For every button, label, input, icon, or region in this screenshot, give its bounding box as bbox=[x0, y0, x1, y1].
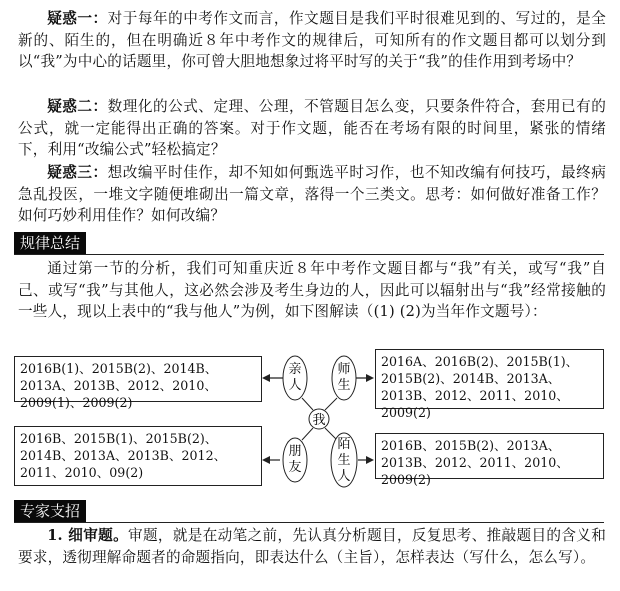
section-title-rules: 规律总结 bbox=[14, 232, 86, 254]
expert-tip-1-text: 审题，就是在动笔之前，先认真分析题目，反复思考、推敲题目的含义和要求，透彻理解命题者的命题指向，即表达什么（主旨），怎样表达（写什么，怎么写）。 bbox=[18, 527, 607, 566]
node-stranger-label: 陌生人 bbox=[337, 437, 351, 484]
expert-tip-1 bbox=[18, 525, 606, 568]
box-friend-years: 2016B、2015B(1)、2015B(2)、2014B、2013A、2013B、2012、2011、2010、09(2) bbox=[14, 426, 262, 486]
box-stranger-years: 2016B、2015B(2)、2013A、2013B、2012、2011、2010、2009(2) bbox=[375, 433, 604, 479]
box-family-years: 2016B(1)、2015B(2)、2014B、2013A、2013B、2012、2010、2009(1)、2009(2) bbox=[14, 356, 262, 402]
doubt-1-label: 疑惑一： bbox=[47, 10, 108, 27]
section-expert-line bbox=[14, 522, 604, 523]
doubt-2-text: 数理化的公式、定理、公理，不管题目怎么变，只要条件符合，套用已有的公式，就一定能得出正确的答案。对于作文题，能否在考场有限的时间里，紧张的情绪下，利用“改编公式”轻松搞定？ bbox=[18, 98, 606, 158]
node-family-label: 亲人 bbox=[288, 362, 302, 393]
section-title-expert: 专家支招 bbox=[14, 500, 86, 522]
box-teacher-years: 2016A、2016B(2)、2015B(1)、2015B(2)、2014B、2013A、2013B、2012、2011、2010、2009(2) bbox=[375, 349, 604, 409]
doubt-3-text: 想改编平时佳作，却不知如何甄选平时习作，也不知改编有何技巧，最终病急乱投医，一堆文字随便堆砌出一篇文章，落得一个三类文。思考：如何做好准备工作？如何巧妙利用佳作？如何改编？ bbox=[18, 164, 606, 224]
expert-tip-1-label: 1. 细审题。 bbox=[47, 527, 129, 544]
doubt-2-label: 疑惑二： bbox=[47, 98, 108, 115]
doubt-3-label: 疑惑三： bbox=[47, 164, 108, 181]
node-friend-label: 朋友 bbox=[288, 444, 302, 475]
node-center-label: 我 bbox=[312, 413, 326, 428]
section1-paragraph: 通过第一节的分析，我们可知重庆近８年中考作文题目都与“我”有关，或写“我”自己、或写“我”与其他人，这必然会涉及考生身边的人，因此可以辐射出与“我”经常接触的一些人，现以上表中的“我与他人”为例，如下图解读（(1) (2)为当年作文题号）： bbox=[18, 260, 606, 320]
doubt-1-text: 对于每年的中考作文而言，作文题目是我们平时很难见到的、写过的，是全新的、陌生的，但在明确近８年中考作文的规律后，可知所有的作文题目都可以划分到以“我”为中心的话题里，你可曾大胆地想象过将平时写的关于“我”的佳作用到考场中？ bbox=[18, 10, 606, 70]
node-teacher-label: 师生 bbox=[337, 362, 351, 393]
